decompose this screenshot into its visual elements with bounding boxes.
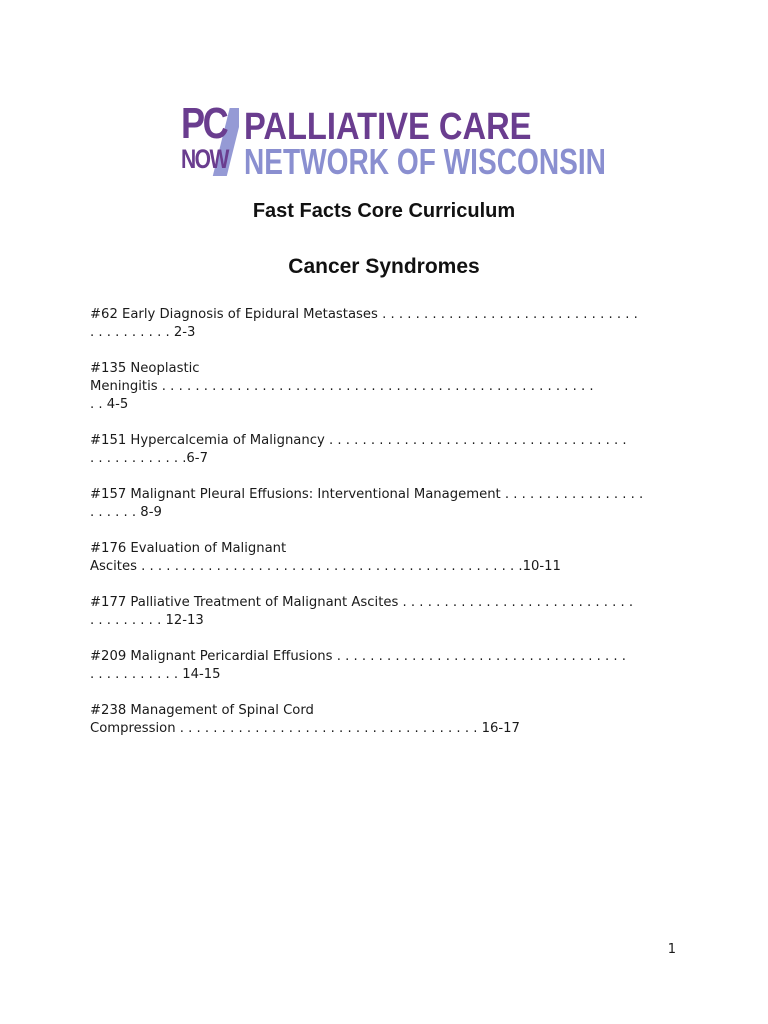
toc-entry-135[interactable]: #135 Neoplastic Meningitis . . . . . . . . . . . . . . . . . . . . . . . . . . . . . . . . . . . . . . . . . . . . . . . . . . . . . . 4-5 [90, 361, 594, 412]
table-of-contents [90, 306, 680, 756]
logo-mark-bottom-text: NOW [181, 144, 228, 174]
toc-entry-177[interactable]: #177 Palliative Treatment of Malignant Ascites . . . . . . . . . . . . . . . . . . . . . . . . . . . . . . . . . . . . . 12-13 [90, 595, 634, 628]
page-number: 1 [667, 942, 676, 957]
logo-line1-text: PALLIATIVE CARE [244, 106, 532, 148]
toc-entry-209[interactable]: #209 Malignant Pericardial Effusions . . . . . . . . . . . . . . . . . . . . . . . . . . . . . . . . . . . . . . . . . . . . . . 14-15 [90, 649, 626, 682]
toc-entry-62[interactable]: #62 Early Diagnosis of Epidural Metastases . . . . . . . . . . . . . . . . . . . . . . . . . . . . . . . . . . . . . . . . . 2-3 [90, 307, 638, 340]
toc-entry-157[interactable]: #157 Malignant Pleural Effusions: Interventional Management . . . . . . . . . . . . . . . . . . . . . . . 8-9 [90, 487, 644, 520]
toc-entry-176[interactable]: #176 Evaluation of Malignant Ascites . . . . . . . . . . . . . . . . . . . . . . . . . . . . . . . . . . . . . . . . . . . . . .10-11 [90, 541, 561, 574]
document-subtitle: Cancer Syndromes [288, 255, 480, 278]
toc-entry-238[interactable]: #238 Management of Spinal Cord Compression . . . . . . . . . . . . . . . . . . . . . . . . . . . . . . . . . . . . 16-17 [90, 703, 520, 736]
organization-logo [181, 106, 606, 182]
document-title: Fast Facts Core Curriculum [252, 200, 516, 222]
logo-line2-text: NETWORK OF WISCONSIN [244, 141, 606, 182]
logo-mark-top-text: PC [181, 106, 227, 148]
logo-mark [181, 106, 239, 176]
toc-entry-151[interactable]: #151 Hypercalcemia of Malignancy . . . . . . . . . . . . . . . . . . . . . . . . . . . . . . . . . . . . . . . . . . . . . . . .6-7 [90, 433, 627, 466]
